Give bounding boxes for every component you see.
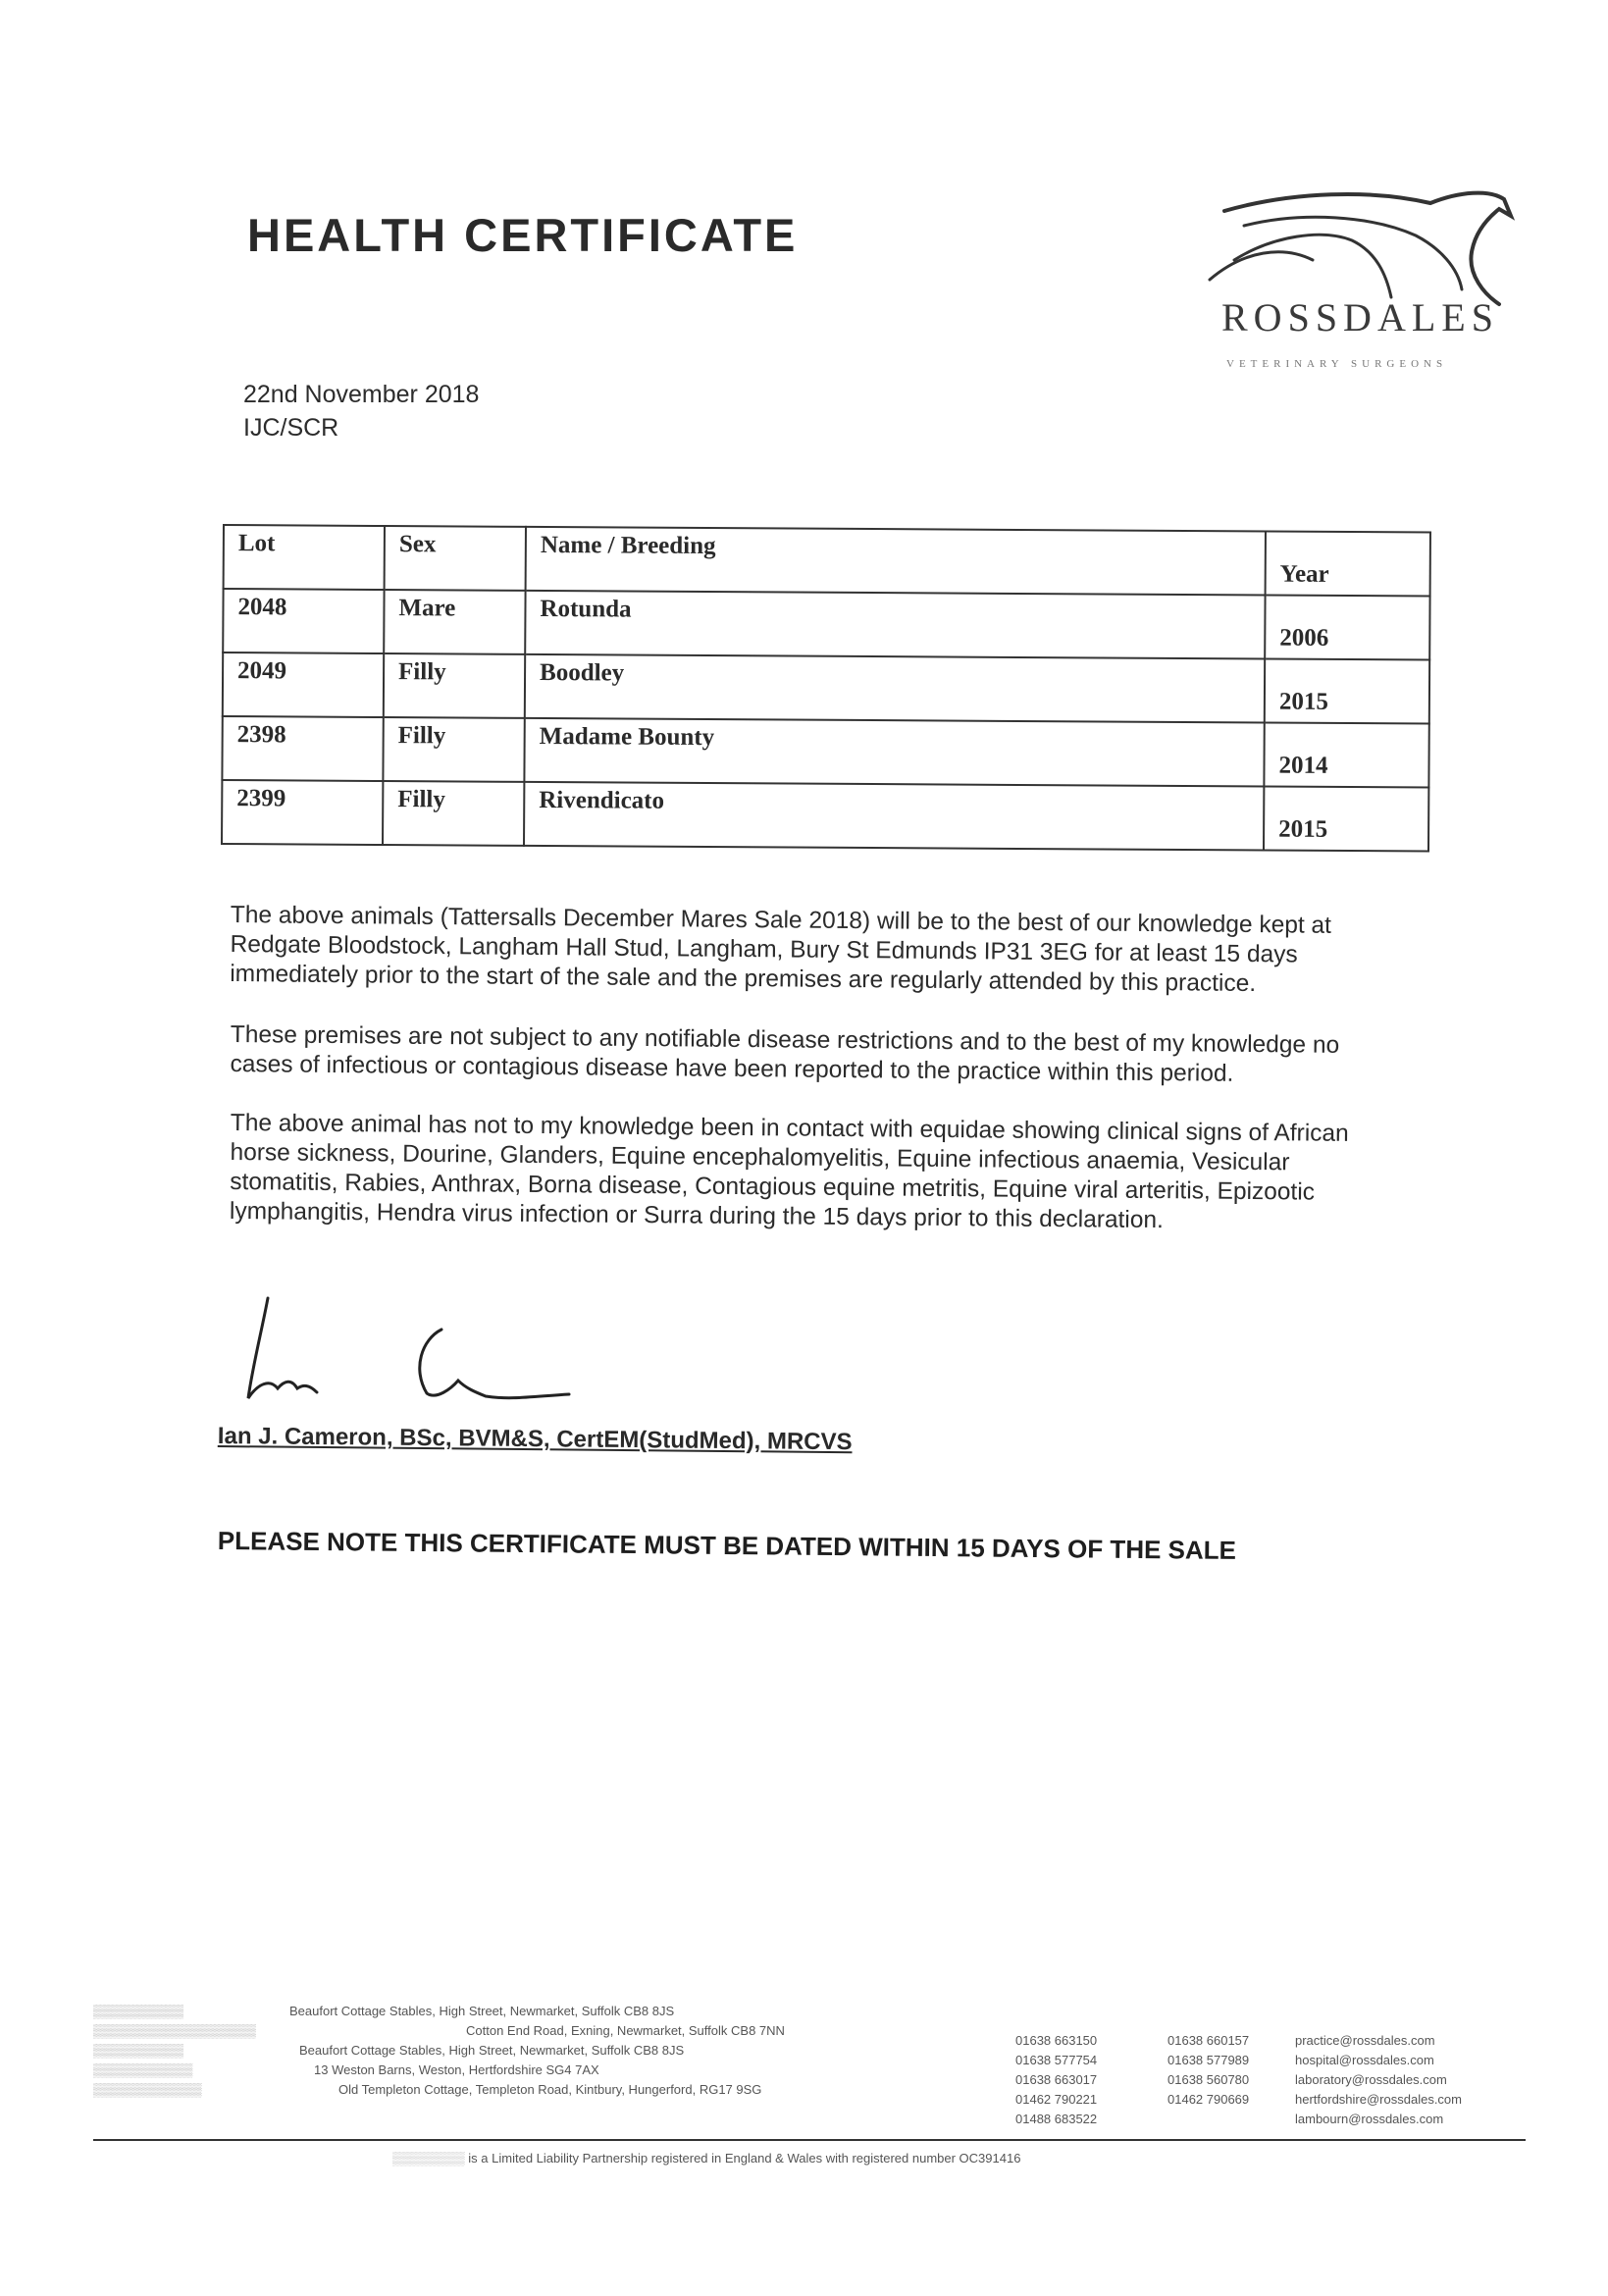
email-link[interactable]: lambourn@rossdales.com [1295,2112,1444,2126]
cell-year: 2015 [1264,786,1428,851]
horses-table [221,524,1431,853]
cell-name: Madame Bounty [524,718,1264,787]
cell-lot: 2049 [223,652,384,717]
cell-lot: 2399 [222,780,383,845]
email-link[interactable]: practice@rossdales.com [1295,2033,1435,2048]
table-row [223,652,1429,724]
cell-year: 2014 [1264,722,1428,787]
document-meta [243,378,479,444]
footer-address: ▒▒▒▒▒▒▒▒▒▒ Beaufort Cottage Stables, High Street, Newmarket, Suffolk CB8 8JS [93,2043,685,2058]
cell-sex: Filly [383,717,524,782]
rossdales-horse-logo-icon [1205,182,1519,378]
table-row [222,716,1428,788]
certificate-title: HEALTH CERTIFICATE [247,209,799,261]
paragraph-premises: The above animals (Tattersalls December Mares Sale 2018) will be to the best of our knowledge kept at Redgate Bloodstock, Langham Hall Stud, Langham, Bury St Edmunds IP31 3EG for at least 15 days immediately prior to the start of the sale and the premises are regularly attended by this practice. [230,901,1332,998]
header-sex: Sex [385,526,526,591]
email-link[interactable]: laboratory@rossdales.com [1295,2072,1447,2087]
handwritten-signature [231,1290,623,1428]
footer-address: ▒▒▒▒▒▒▒▒▒▒▒ 13 Weston Barns, Weston, Hertfordshire SG4 7AX [93,2062,599,2077]
cell-year: 2006 [1265,595,1429,659]
footer-registration: ▒▒▒▒▒▒▒▒ is a Limited Liability Partnership registered in England & Wales with registered number OC391416 [392,2151,1021,2166]
document-reference: IJC/SCR [243,414,339,442]
logo-subtitle: VETERINARY SURGEONS [1226,358,1448,370]
footer-emails [1295,2031,1462,2129]
document-date: 22nd November 2018 [243,381,480,408]
footer-address: ▒▒▒▒▒▒▒▒▒▒ Beaufort Cottage Stables, High Street, Newmarket, Suffolk CB8 8JS [93,2004,675,2018]
email-link[interactable]: hospital@rossdales.com [1295,2053,1434,2067]
table-row [222,780,1428,852]
footer-phones: 01638 663150 01638 577754 01638 663017 01462 790221 01488 683522 [1015,2033,1098,2126]
footer-address: ▒▒▒▒▒▒▒▒▒▒▒▒▒▒▒▒▒▒ Cotton End Road, Exning, Newmarket, Suffolk CB8 7NN [93,2023,785,2038]
cell-name: Rivendicato [524,782,1264,851]
paragraph-contact: The above animal has not to my knowledge been in contact with equidae showing clinical signs of African horse sickness, Dourine, Glanders, Equine encephalomyelitis, Equine infectious anaemia, Vesicular stomatitis, Rabies, Anthrax, Borna disease, Contagious equine metritis, Equine viral arteritis, Epizootic lymphangitis, Hendra virus infection or Surra during the 15 days prior to this declaration. [229,1110,1349,1234]
header-year: Year [1266,531,1430,596]
header-lot: Lot [224,525,385,590]
cell-sex: Filly [384,653,525,718]
cell-sex: Filly [383,781,524,846]
footer-address: ▒▒▒▒▒▒▒▒▒▒▒▒ Old Templeton Cottage, Templeton Road, Kintbury, Hungerford, RG17 9SG [93,2082,762,2097]
email-link[interactable]: hertfordshire@rossdales.com [1295,2092,1462,2107]
header-name: Name / Breeding [526,527,1266,596]
table-header-row [224,525,1430,597]
cell-year: 2015 [1265,658,1429,723]
footer-addresses [93,2002,976,2100]
letterhead-footer [93,2002,1526,2166]
footer-divider [93,2139,1526,2141]
paragraph-restrictions: These premises are not subject to any notifiable disease restrictions and to the best of my knowledge no cases of infectious or contagious disease have been reported to the practice within this period. [230,1021,1340,1087]
logo-wordmark: ROSSDALES [1221,295,1499,339]
footer-faxes: 01638 660157 01638 577989 01638 560780 01462 790669 [1167,2033,1250,2107]
cell-name: Boodley [525,654,1265,723]
cell-lot: 2048 [223,589,384,653]
signer-name: Ian J. Cameron, BSc, BVM&S, CertEM(StudMed), MRCVS [217,1423,853,1456]
cell-name: Rotunda [525,591,1265,659]
cell-sex: Mare [384,590,525,654]
dating-notice: PLEASE NOTE THIS CERTIFICATE MUST BE DATED WITHIN 15 DAYS OF THE SALE [217,1526,1237,1565]
table-row [223,589,1429,660]
cell-lot: 2398 [222,716,383,781]
